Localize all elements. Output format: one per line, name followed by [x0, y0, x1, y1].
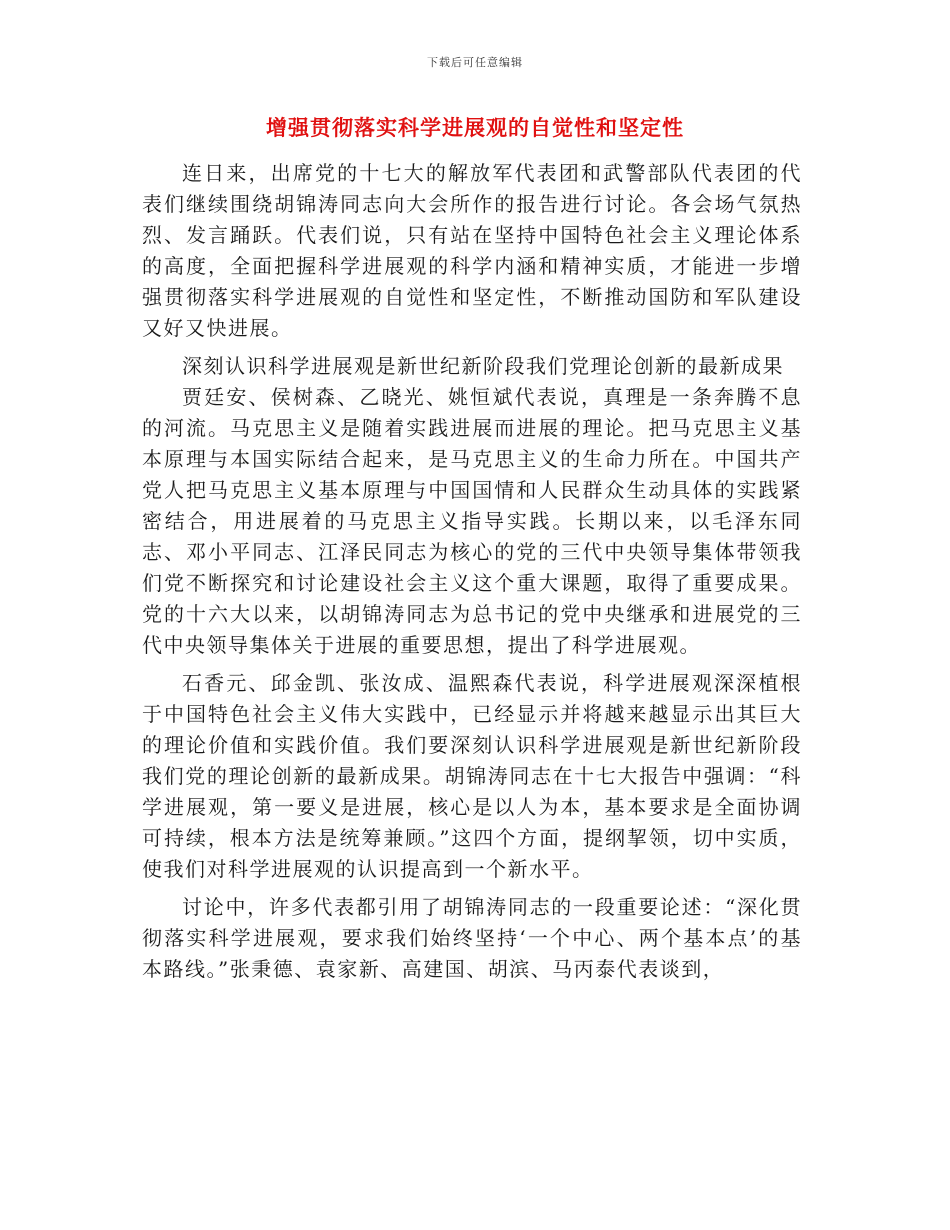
paragraph-intro: 连日来，出席党的十七大的解放军代表团和武警部队代表团的代表们继续围绕胡锦涛同志向大会所作的报告进行讨论。各会场气氛热烈、发言踊跃。代表们说，只有站在坚持中国特色社会主义理论体系的高度，全面把握科学进展观的科学内涵和精神实质，才能进一步增强贯彻落实科学进展观的自觉性和坚定性，不断推动国防和军队建设又好又快进展。: [142, 161, 802, 340]
document-body: [142, 158, 802, 985]
paragraph-subheading: 深刻认识科学进展观是新世纪新阶段我们党理论创新的最新成果: [182, 354, 784, 378]
paragraph-discussion: 讨论中，许多代表都引用了胡锦涛同志的一段重要论述：“深化贯彻落实科学进展观，要求我们始终坚持‘一个中心、两个基本点’的基本路线。”张秉德、袁家新、高建国、胡滨、马丙泰代表谈到，: [142, 895, 802, 981]
paragraph-shi-xiangyuan: 石香元、邱金凯、张汝成、温熙森代表说，科学进展观深深植根于中国特色社会主义伟大实践中，已经显示并将越来越显示出其巨大的理论价值和实践价值。我们要深刻认识科学进展观是新世纪新阶段我们党的理论创新的最新成果。胡锦涛同志在十七大报告中强调：“科学进展观，第一要义是进展，核心是以人为本，基本要求是全面协调可持续，根本方法是统筹兼顾。”这四个方面，提纲挈领，切中实质，使我们对科学进展观的认识提高到一个新水平。: [142, 671, 802, 881]
header-note: 下载后可任意编辑: [427, 56, 523, 69]
document-title: 增强贯彻落实科学进展观的自觉性和坚定性: [266, 115, 684, 140]
paragraph-jia-tingan: 贾廷安、侯树森、乙晓光、姚恒斌代表说，真理是一条奔腾不息的河流。马克思主义是随着实践进展而进展的理论。把马克思主义基本原理与本国实际结合起来，是马克思主义的生命力所在。中国共产党人把马克思主义基本原理与中国国情和人民群众生动具体的实践紧密结合，用进展着的马克思主义指导实践。长期以来，以毛泽东同志、邓小平同志、江泽民同志为核心的党的三代中央领导集体带领我们党不断探究和讨论建设社会主义这个重大课题，取得了重要成果。党的十六大以来，以胡锦涛同志为总书记的党中央继承和进展党的三代中央领导集体关于进展的重要思想，提出了科学进展观。: [142, 385, 802, 657]
